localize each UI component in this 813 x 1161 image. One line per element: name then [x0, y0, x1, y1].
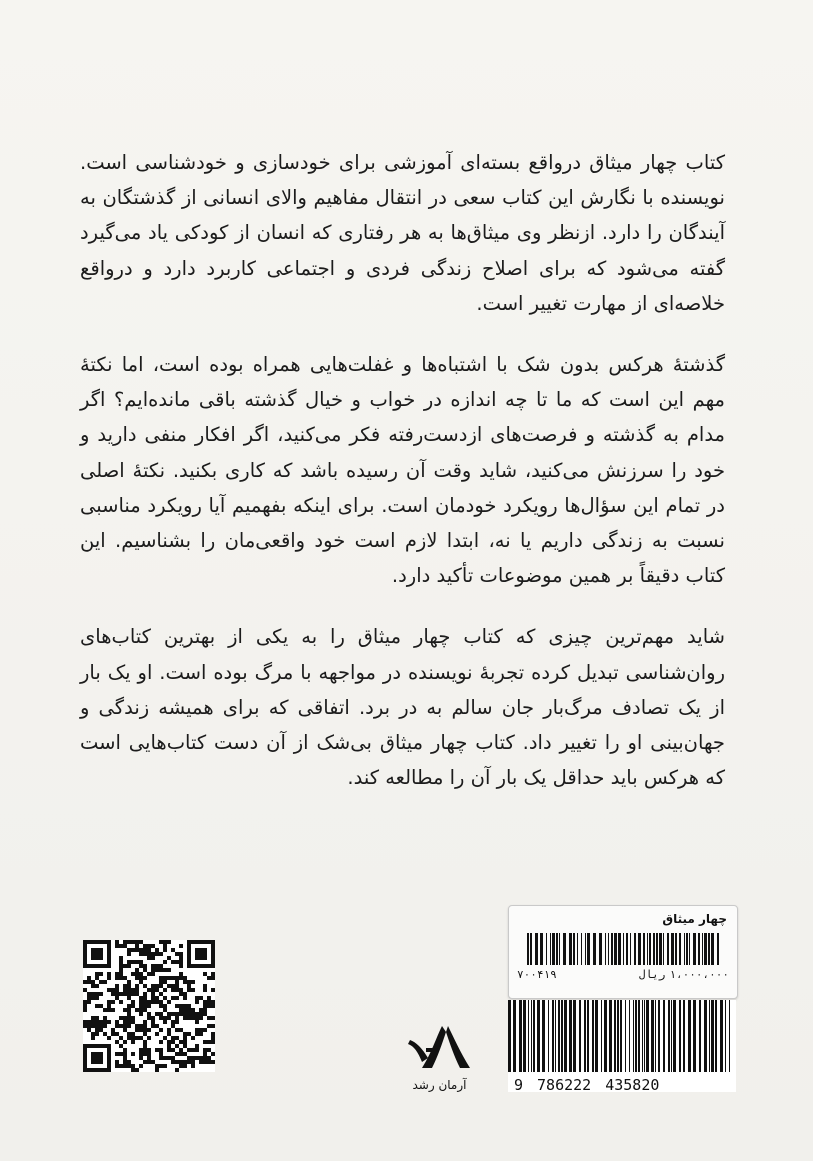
sticker-price-row: [517, 968, 729, 984]
isbn-barcode-graphic: [508, 1000, 736, 1072]
sticker-currency: ریال: [638, 968, 666, 981]
isbn-first-digit: 9: [514, 1076, 524, 1094]
sticker-price: ۱،۰۰۰،۰۰۰: [669, 968, 729, 981]
sticker-barcode: [527, 933, 719, 965]
publisher-logo-icon: [402, 1018, 482, 1078]
paragraph-1: کتاب چهار میثاق درواقع بسته‌ای آموزشی برای خودسازی و خودشناسی است. نویسنده با نگارش این کتاب سعی در انتقال مفاهیم والای انسانی از گذشتگان به آیندگان را دارد. ازنظر وی میثاق‌ها به هر رفتاری که انسان از کودکی یاد می‌گیرد گفته می‌شود که برای اصلاح زندگی فردی و اجتماعی کاربرد دارد و درواقع خلاصه‌ای از مهارت تغییر است.: [80, 151, 725, 315]
paragraph-2: گذشتهٔ هرکس بدون شک با اشتباه‌ها و غفلت‌هایی همراه بوده است، اما نکتهٔ مهم این است که ما تا چه اندازه در خواب و خیال گذشته باقی مانده‌ایم؟ اگر مدام به گذشته و فرصت‌های ازدست‌رفته فکر می‌کنید، اگر افکار منفی دارید و خود را سرزنش می‌کنید، شاید وقت آن رسیده باشد که کاری بکنید. نکتهٔ اصلی در تمام این سؤال‌ها رویکرد خودمان است. برای اینکه بفهمیم آیا رویکرد مناسبی نسبت به زندگی داریم یا نه، ابتدا لازم است خود واقعی‌مان را بشناسیم. این کتاب دقیقاً بر همین موضوعات تأکید دارد.: [80, 353, 725, 588]
sticker-title: چهار میثاق: [662, 912, 727, 926]
qr-code[interactable]: [83, 940, 215, 1072]
isbn-digits: [508, 1075, 736, 1095]
publisher-name: آرمان رشد: [412, 1078, 467, 1092]
paragraph-3: شاید مهم‌ترین چیزی که کتاب چهار میثاق را به یکی از بهترین کتاب‌های روان‌شناسی تبدیل کرده تجربهٔ نویسنده در مواجهه با مرگ بوده است. او یک بار از یک تصادف مرگ‌بار جان سالم به در برد. اتفاقی که برای همیشه زندگی و جهان‌بینی او را تغییر داد. کتاب چهار میثاق بی‌شک از آن دست کتاب‌هایی است که هرکس باید حداقل یک بار آن را مطالعه کند.: [80, 625, 725, 790]
isbn-group-1: 786222: [537, 1076, 592, 1094]
price-sticker: [508, 905, 738, 999]
blurb-text: [80, 145, 725, 821]
qr-code-graphic: [83, 940, 215, 1072]
isbn-group-2: 435820: [605, 1076, 660, 1094]
sticker-code: ۷۰۰۴۱۹: [517, 968, 557, 981]
